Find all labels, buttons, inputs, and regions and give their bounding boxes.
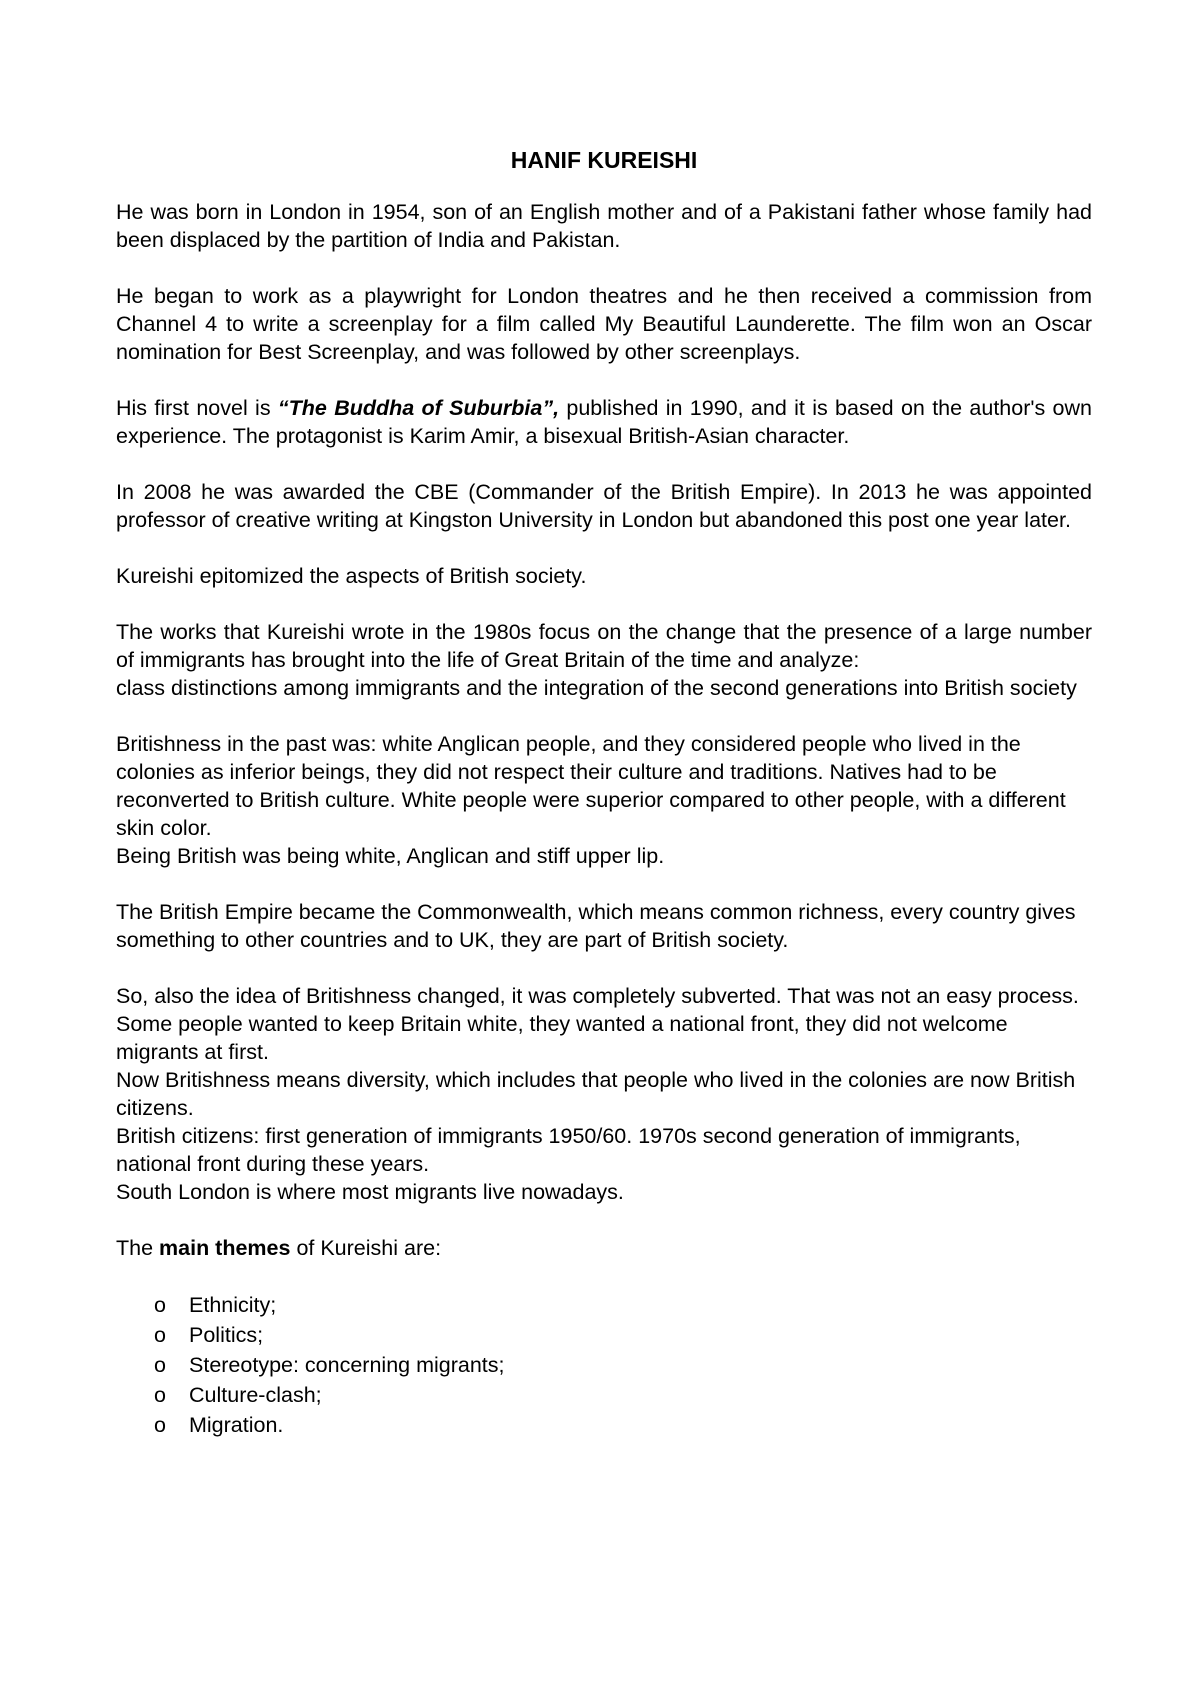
list-item bbox=[116, 1350, 1092, 1380]
britishness-past-text: Britishness in the past was: white Anglican people, and they considered people who lived in the colonies as inferior beings, they did not respect their culture and traditions. Natives had to be reconverted to British culture. White people were superior compared to other people, with a different skin color. bbox=[116, 732, 1066, 840]
paragraph-epitomized: Kureishi epitomized the aspects of British society. bbox=[116, 564, 587, 588]
paragraph-commonwealth: The British Empire became the Commonwealth, which means common richness, every country gives something to other countries and to UK, they are part of British society. bbox=[116, 900, 1076, 952]
document-page bbox=[116, 130, 1092, 1440]
paragraph-works-1980s bbox=[116, 618, 1092, 702]
list-item bbox=[116, 1320, 1092, 1350]
document-title: HANIF KUREISHI bbox=[510, 147, 698, 173]
first-novel-text-before: His first novel is bbox=[116, 396, 278, 420]
theme-label: Culture-clash; bbox=[189, 1383, 322, 1407]
bullet-icon: o bbox=[154, 1383, 166, 1407]
themes-intro-before: The bbox=[116, 1236, 160, 1260]
themes-intro bbox=[116, 1234, 1092, 1262]
paragraph-career: He began to work as a playwright for London theatres and he then received a commission from Channel 4 to write a screenplay for a film called My Beautiful Launderette. The film won an Oscar nomination for Best Screenplay, and was followed by other screenplays. bbox=[116, 284, 1092, 364]
south-london-text: South London is where most migrants live nowadays. bbox=[116, 1180, 624, 1204]
first-novel-text-after: published in 1990, and it is based on the author's own experience. The protagonist is Karim Amir, a bisexual British-Asian character. bbox=[116, 396, 1092, 448]
works-1980s-text: The works that Kureishi wrote in the 1980s focus on the change that the presence of a large number of immigrants has brought into the life of Great Britain of the time and analyze: bbox=[116, 620, 1092, 672]
theme-label: Ethnicity; bbox=[189, 1293, 277, 1317]
bullet-icon: o bbox=[154, 1323, 166, 1347]
theme-label: Stereotype: concerning migrants; bbox=[189, 1353, 505, 1377]
themes-intro-bold: main themes bbox=[159, 1236, 291, 1260]
paragraph-birth: He was born in London in 1954, son of an English mother and of a Pakistani father whose family had been displaced by the partition of India and Pakistan. bbox=[116, 200, 1092, 252]
bullet-icon: o bbox=[154, 1293, 166, 1317]
theme-label: Politics; bbox=[189, 1323, 264, 1347]
theme-label: Migration. bbox=[189, 1413, 284, 1437]
novel-title: “The Buddha of Suburbia”, bbox=[277, 396, 560, 420]
british-citizens-text: British citizens: first generation of immigrants 1950/60. 1970s second generation of immigrants, national front during these years. bbox=[116, 1124, 1021, 1176]
paragraph-first-novel bbox=[116, 394, 1092, 450]
class-distinctions-text: class distinctions among immigrants and the integration of the second generations into British society bbox=[116, 676, 1077, 700]
bullet-icon: o bbox=[154, 1413, 166, 1437]
britishness-changed-text: So, also the idea of Britishness changed, it was completely subverted. That was not an easy process. Some people wanted to keep Britain white, they wanted a national front, they did not welcome migrants at first. bbox=[116, 984, 1079, 1064]
paragraph-britishness-past bbox=[116, 730, 1092, 870]
paragraph-britishness-changed bbox=[116, 982, 1092, 1206]
list-item bbox=[116, 1380, 1092, 1410]
list-item bbox=[116, 1290, 1092, 1320]
paragraph-awards: In 2008 he was awarded the CBE (Commander of the British Empire). In 2013 he was appointed professor of creative writing at Kingston University in London but abandoned this post one year later. bbox=[116, 480, 1092, 532]
list-item bbox=[116, 1410, 1092, 1440]
themes-list bbox=[116, 1290, 1092, 1440]
bullet-icon: o bbox=[154, 1353, 166, 1377]
diversity-text: Now Britishness means diversity, which includes that people who lived in the colonies are now British citizens. bbox=[116, 1068, 1076, 1120]
being-british-text: Being British was being white, Anglican and stiff upper lip. bbox=[116, 844, 665, 868]
themes-intro-after: of Kureishi are: bbox=[290, 1236, 442, 1260]
